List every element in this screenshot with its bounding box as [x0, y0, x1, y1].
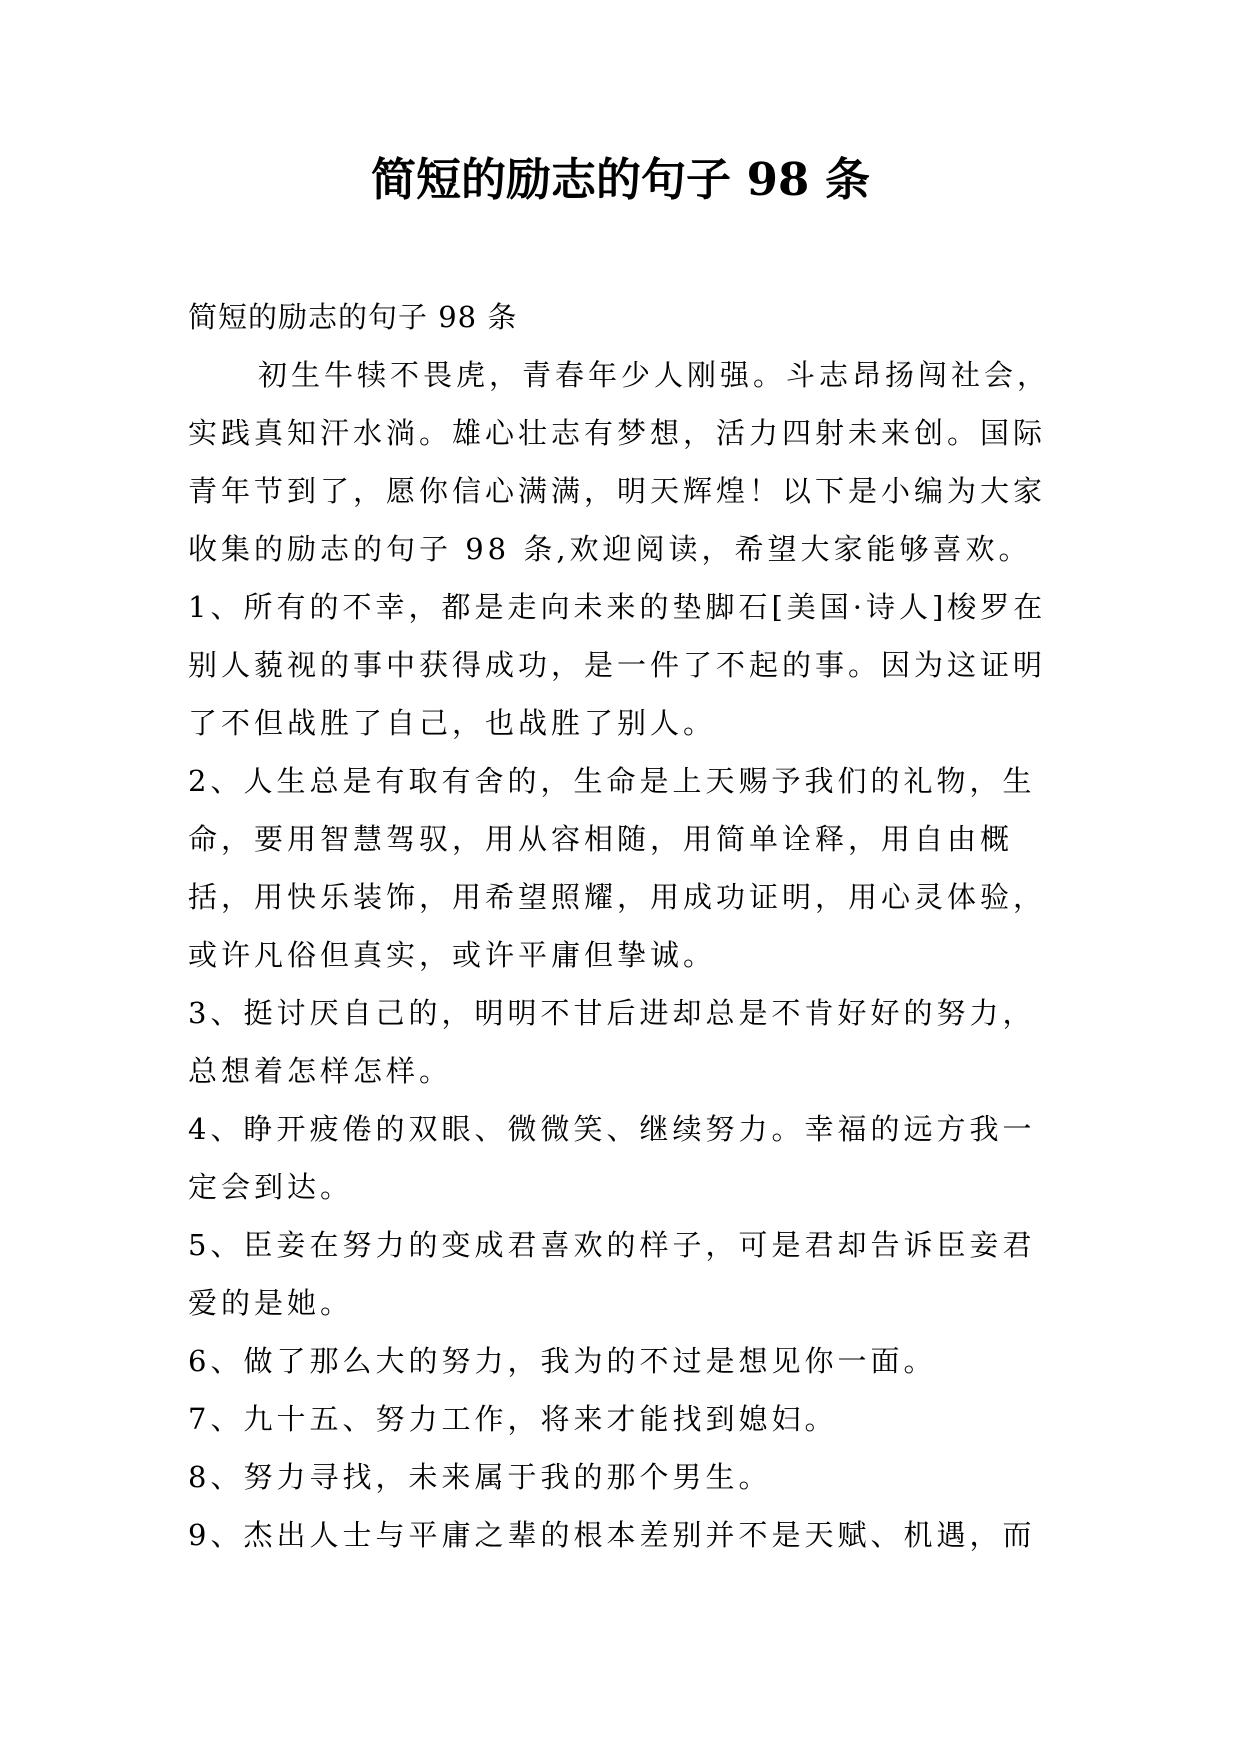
list-item: 2、人生总是有取有舍的，生命是上天赐予我们的礼物，生命，要用智慧驾驭，用从容相随，用简单诠释，用自由概括，用快乐装饰，用希望照耀，用成功证明，用心灵体验，或许凡俗但真实，或许平庸但挚诚。: [188, 764, 1047, 972]
list-item: 7、九十五、努力工作，将来才能找到媳妇。: [188, 1402, 838, 1436]
list-item: 3、挺讨厌自己的，明明不甘后进却总是不肯好好的努力，总想着怎样怎样。: [188, 996, 1036, 1088]
list-item: 1、所有的不幸，都是走向未来的垫脚石[美国·诗人]梭罗在别人藐视的事中获得成功，是一件了不起的事。因为这证明了不但战胜了自己，也战胜了别人。: [188, 590, 1047, 740]
intro-paragraph: 初生牛犊不畏虎，青春年少人刚强。斗志昂扬闯社会，实践真知汗水淌。雄心壮志有梦想，活力四射未来创。国际青年节到了，愿你信心满满，明天辉煌！以下是小编为大家收集的励志的句子 98 条,欢迎阅读，希望大家能够喜欢。: [188, 358, 1051, 566]
document-subtitle: 简短的励志的句子 98 条: [188, 300, 518, 334]
list-item: 9、杰出人士与平庸之辈的根本差别并不是天赋、机遇，而: [188, 1518, 1036, 1552]
document-title: 简短的励志的句子 98 条: [371, 153, 870, 206]
list-item: 8、努力寻找，未来属于我的那个男生。: [188, 1460, 772, 1494]
list-item: 6、做了那么大的努力，我为的不过是想见你一面。: [188, 1344, 937, 1378]
list-item: 4、睁开疲倦的双眼、微微笑、继续努力。幸福的远方我一定会到达。: [188, 1112, 1036, 1204]
document-body: [188, 288, 1058, 1564]
list-item: 5、臣妾在努力的变成君喜欢的样子，可是君却告诉臣妾君爱的是她。: [188, 1228, 1036, 1320]
